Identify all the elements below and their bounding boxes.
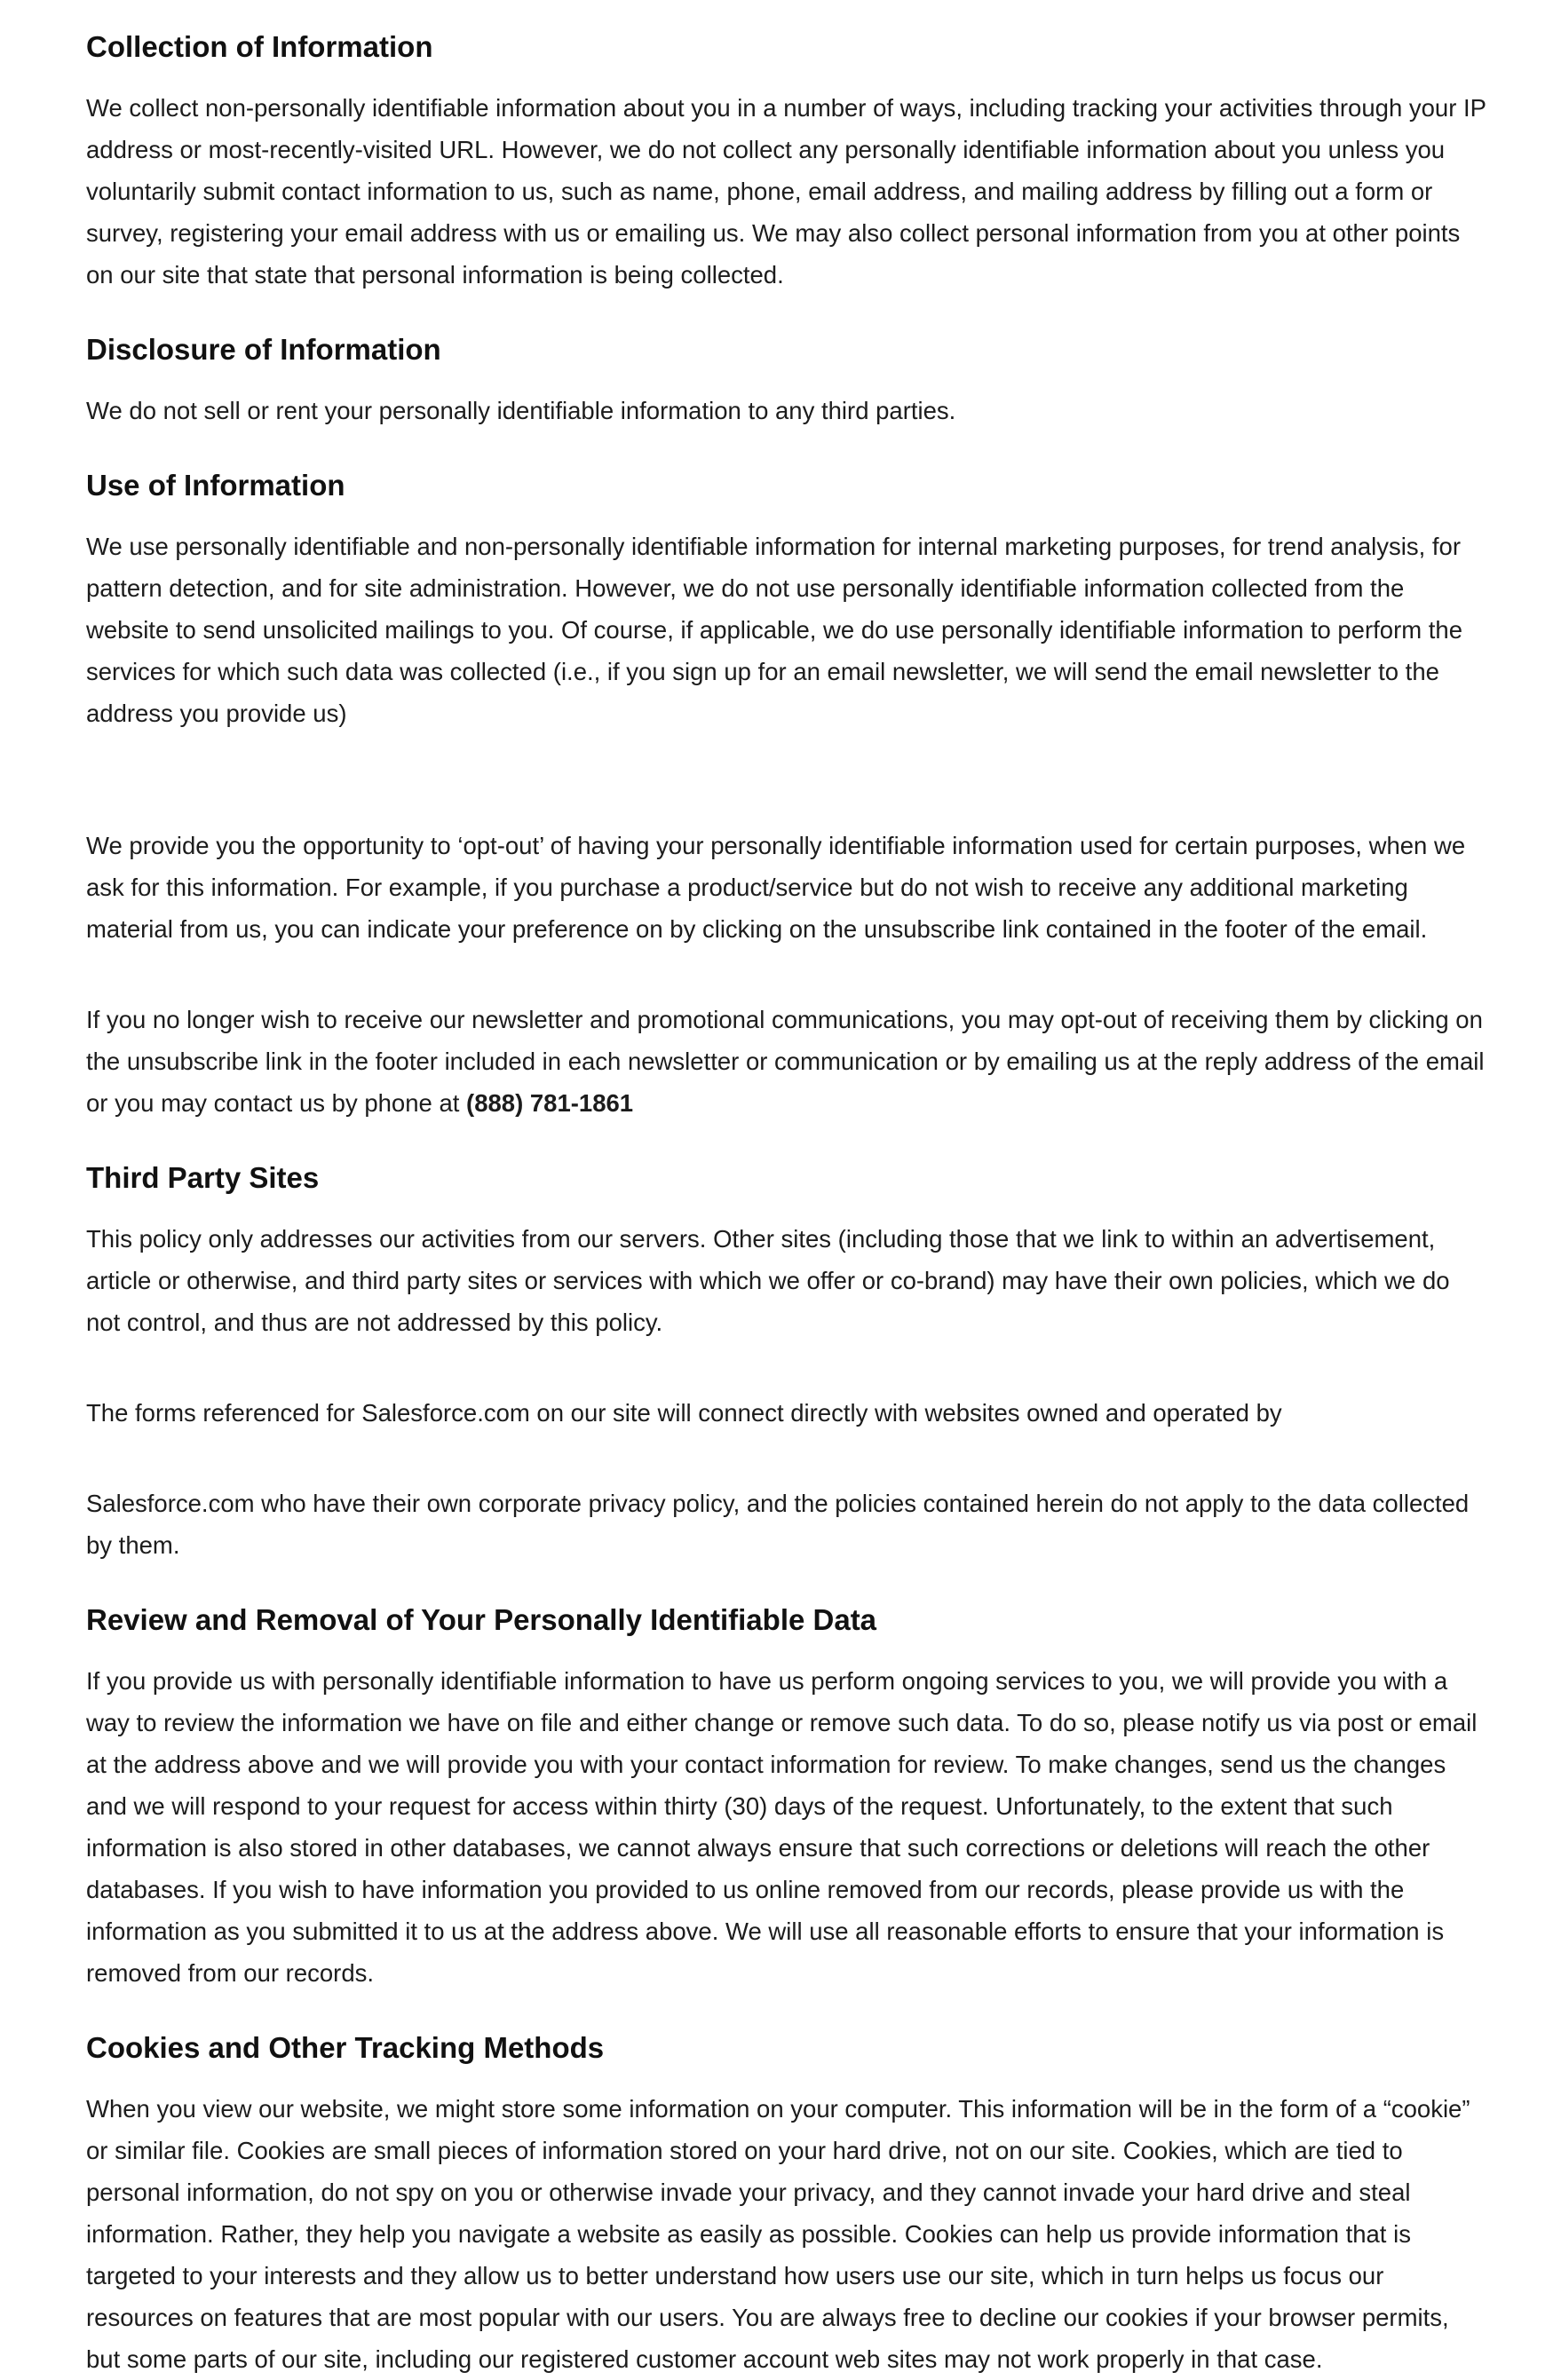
- privacy-policy-content: [86, 0, 1489, 2380]
- disclosure-paragraph: We do not sell or rent your personally identifiable information to any third parties.: [86, 397, 956, 424]
- heading-third-party: Third Party Sites: [86, 1161, 320, 1194]
- heading-cookies: Cookies and Other Tracking Methods: [86, 2031, 605, 2064]
- heading-use: Use of Information: [86, 469, 345, 502]
- phone-number: (888) 781-1861: [466, 1089, 634, 1117]
- use-paragraph-1: We use personally identifiable and non-personally identifiable information for internal marketing purposes, for trend analysis, for pattern detection, and for site administration. However, we do not use personally identifiable information collected from the website to send unsolicited mailings to you. Of course, if applicable, we do use personally identifiable information to perform the services for which such data was collected (i.e., if you sign up for an email newsletter, we will send the email newsletter to the address you provide us): [86, 533, 1463, 727]
- heading-disclosure: Disclosure of Information: [86, 333, 441, 366]
- collection-paragraph: We collect non-personally identifiable information about you in a number of ways, including tracking your activities through your IP address or most-recently-visited URL. However, we do not collect any personally identifiable information about you unless you voluntarily submit contact information to us, such as name, phone, email address, and mailing address by filling out a form or survey, registering your email address with us or emailing us. We may also collect personal information from you at other points on our site that state that personal information is being collected.: [86, 94, 1486, 289]
- heading-collection: Collection of Information: [86, 30, 433, 63]
- cookies-paragraph: When you view our website, we might store some information on your computer. This information will be in the form of a “cookie” or similar file. Cookies are small pieces of information stored on your hard drive, not on our site. Cookies, which are tied to personal information, do not spy on you or otherwise invade your privacy, and they cannot invade your hard drive and steal information. Rather, they help you navigate a website as easily as possible. Cookies can help us provide information that is targeted to your interests and they allow us to better understand how users use our site, which in turn helps us focus our resources on features that are most popular with our users. You are always free to decline our cookies if your browser permits, but some parts of our site, including our registered customer account web sites may not work properly in that case.: [86, 2095, 1470, 2373]
- third-party-paragraph-3: Salesforce.com who have their own corporate privacy policy, and the policies contained herein do not apply to the data collected by them.: [86, 1490, 1470, 1559]
- newsletter-text: If you no longer wish to receive our newsletter and promotional communications, you may opt-out of receiving them by clicking on the unsubscribe link in the footer included in each newsletter or communication or by emailing us at the reply address of the email or you may contact us by phone at: [86, 1006, 1485, 1117]
- heading-review: Review and Removal of Your Personally Identifiable Data: [86, 1603, 877, 1636]
- review-paragraph: If you provide us with personally identifiable information to have us perform ongoing services to you, we will provide you with a way to review the information we have on file and either change or remove such data. To do so, please notify us via post or email at the address above and we will provide you with your contact information for review. To make changes, send us the changes and we will respond to your request for access within thirty (30) days of the request. Unfortunately, to the extent that such information is also stored in other databases, we cannot always ensure that such corrections or deletions will reach the other databases. If you wish to have information you provided to us online removed from our records, please provide us with the information as you submitted it to us at the address above. We will use all reasonable efforts to ensure that your information is removed from our records.: [86, 1667, 1478, 1987]
- third-party-paragraph-2: The forms referenced for Salesforce.com on our site will connect directly with websites owned and operated by: [86, 1399, 1282, 1427]
- use-paragraph-newsletter: [86, 999, 1489, 1131]
- use-paragraph-optout: We provide you the opportunity to ‘opt-out’ of having your personally identifiable information used for certain purposes, when we ask for this information. For example, if you purchase a product/service but do not wish to receive any additional marketing material from us, you can indicate your preference on by clicking on the unsubscribe link contained in the footer of the email.: [86, 832, 1466, 943]
- third-party-paragraph-1: This policy only addresses our activities from our servers. Other sites (including those that we link to within an advertisement, article or otherwise, and third party sites or services with which we offer or co-brand) may have their own policies, which we do not control, and thus are not addressed by this policy.: [86, 1225, 1450, 1336]
